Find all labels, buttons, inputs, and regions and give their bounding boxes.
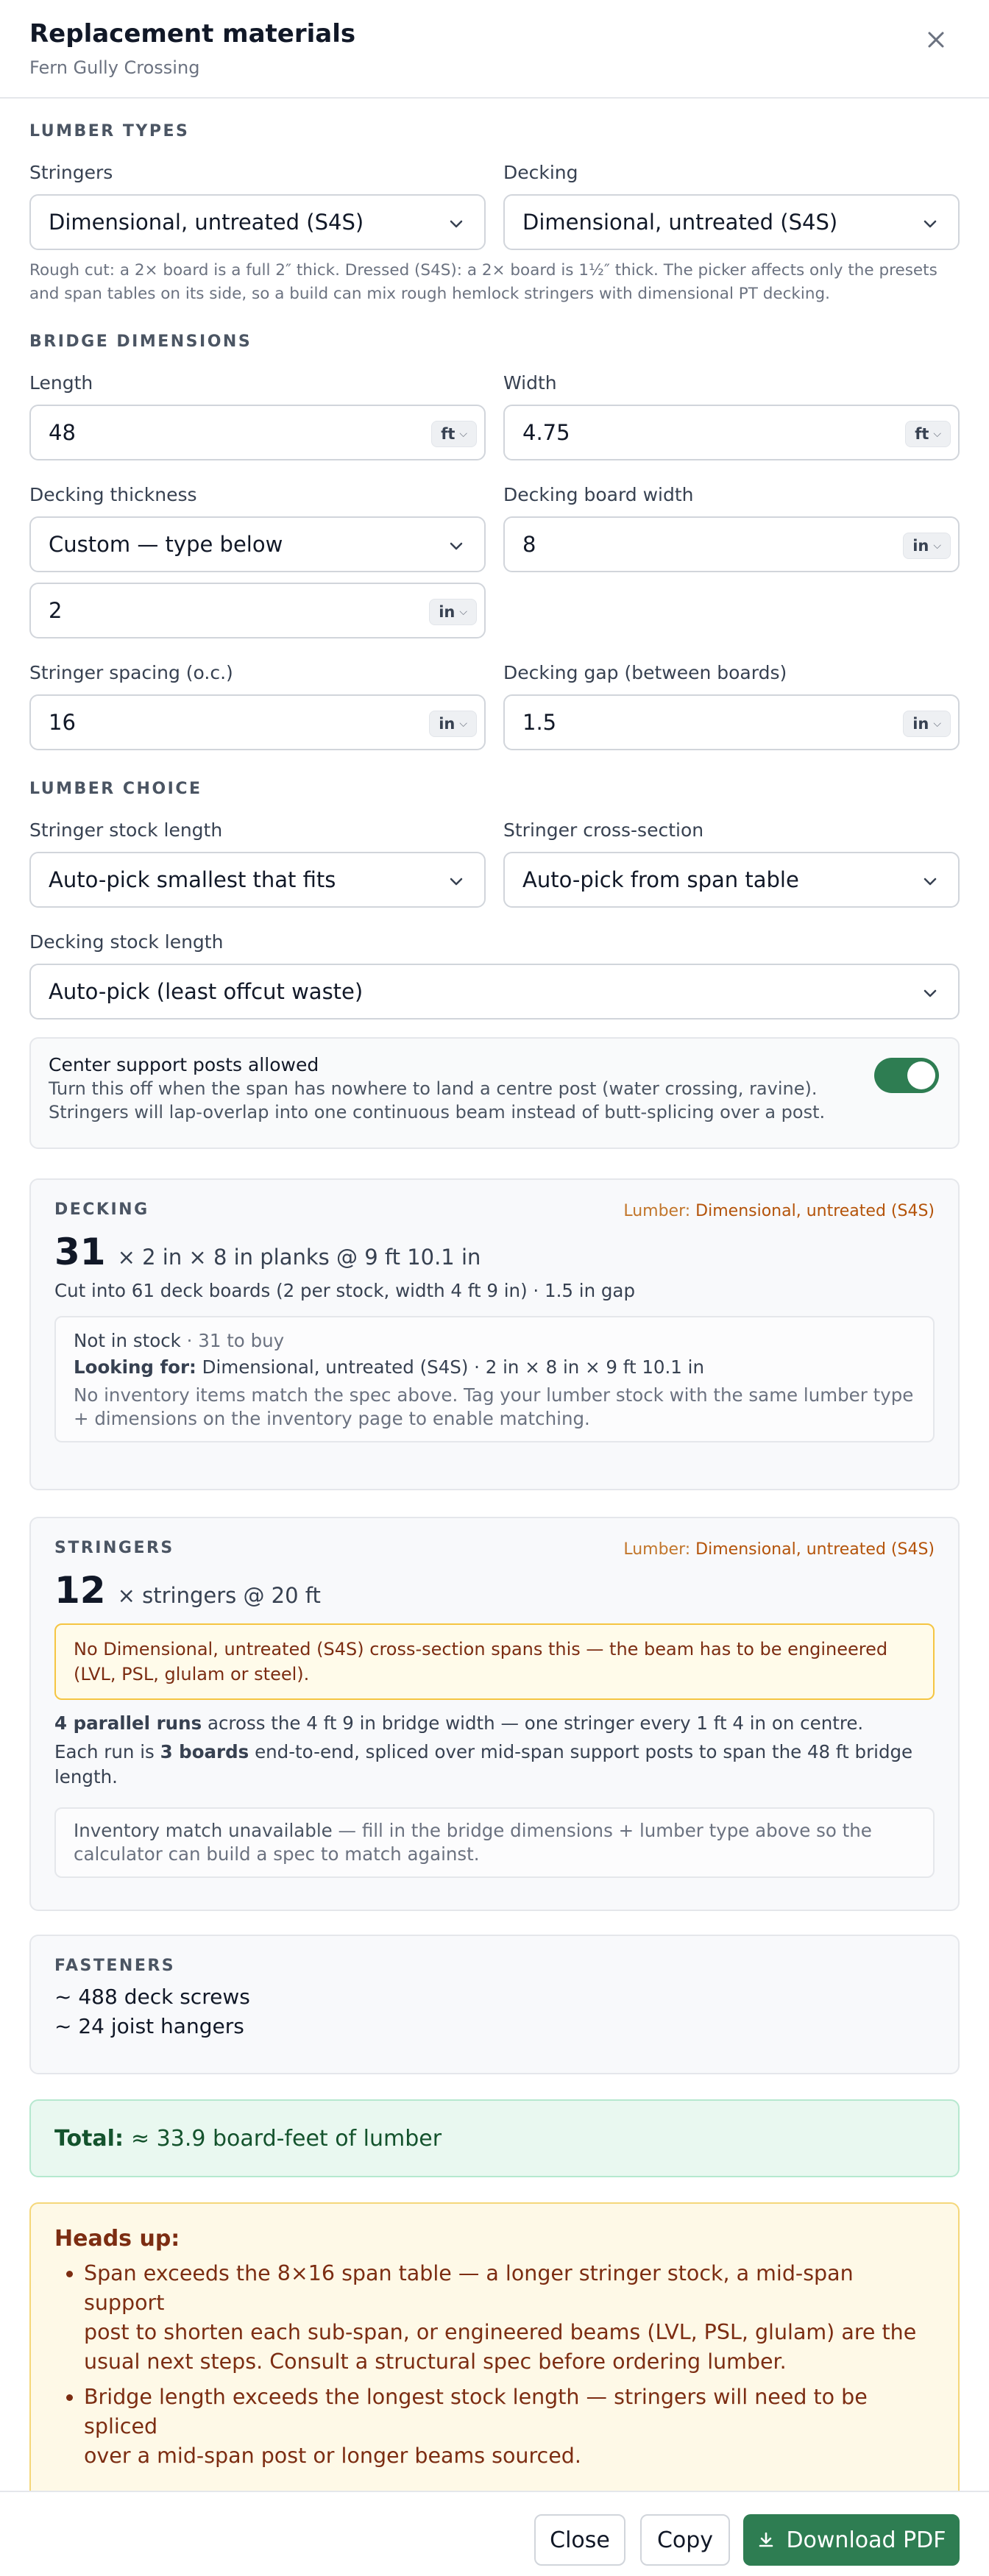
stringer-spacing-unit-select[interactable] [429,711,477,737]
chevron-down-icon: ⌵ [933,428,941,440]
decking-board-width-input[interactable] [503,516,960,572]
decking-type-value: Dimensional, untreated (S4S) [522,210,838,235]
stringers-inventory-box [54,1807,935,1878]
looking-label: Looking for: [74,1356,196,1378]
center-support-title: Center support posts allowed [49,1054,319,1075]
decking-thickness-value: Custom — type below [49,532,283,557]
decking-thickness-label: Decking thickness [29,484,197,505]
inventory-unavailable: Inventory match unavailable [74,1820,333,1841]
stringers-spec: × stringers @ 20 ft [117,1583,321,1608]
warning-line: (LVL, PSL, glulam or steel). [74,1664,310,1684]
each-run-rest: end-to-end, spliced over mid-span support posts to span the 48 ft bridge [255,1741,913,1762]
stringers-warning [54,1623,935,1700]
inventory-unavailable-note [74,1819,915,1866]
length-value: 48 [49,420,76,445]
decking-summary [54,1231,935,1273]
dialog-title: Replacement materials [29,19,356,49]
stock-status: Not in stock [74,1330,181,1351]
item-line: • Bridge length exceeds the longest stock length — stringers will need to be spliced [84,2385,868,2438]
width-unit-select[interactable] [905,421,951,447]
decking-thickness-custom-input[interactable] [29,583,486,638]
looking-for-line [74,1354,915,1381]
copy-button[interactable]: Copy [640,2514,730,2566]
inventory-rest: — fill in the bridge dimensions + lumber type above so the [338,1820,872,1841]
stringers-card [29,1517,960,1911]
chevron-down-icon [921,984,939,1002]
decking-gap-value: 1.5 [522,710,557,735]
lumber-value: Dimensional, untreated (S4S) [695,1202,935,1220]
unit-label: ft [441,425,455,443]
download-pdf-button[interactable] [743,2514,960,2566]
fastener-item: ~ 488 deck screws [54,1985,250,2009]
decking-board-width-value: 8 [522,532,536,557]
decking-gap-label: Decking gap (between boards) [503,662,787,683]
each-run-line [54,1740,935,1790]
fasteners-heading: FASTENERS [54,1957,176,1975]
decking-count: 31 [54,1231,106,1273]
width-label: Width [503,372,557,394]
dialog-footer [0,2491,989,2576]
chevron-down-icon [447,872,465,890]
unit-label: in [912,537,929,555]
each-run-row [54,1740,935,1765]
chevron-down-icon: ⌵ [933,718,941,730]
helper-line: Rough cut: a 2× board is a full 2″ thick. Dressed (S4S): a 2× board is 1½″ thick. The picker affects only the presets [29,261,937,280]
dialog-subtitle: Fern Gully Crossing [29,57,200,78]
stringer-cross-section-value: Auto-pick from span table [522,867,799,892]
length-label: Length [29,372,93,394]
stringer-stock-label: Stringer stock length [29,819,223,841]
chevron-down-icon: ⌵ [459,606,467,618]
stock-status-line [74,1328,915,1354]
download-pdf-label: Download PDF [786,2527,946,2553]
section-heading-bridge-dimensions: BRIDGE DIMENSIONS [29,332,252,351]
no-match-note [74,1384,915,1431]
decking-inventory-box [54,1316,935,1442]
decking-gap-unit-select[interactable] [903,711,951,737]
stringer-spacing-input[interactable] [29,694,486,750]
decking-thickness-select[interactable] [29,516,486,572]
length-unit-select[interactable] [431,421,477,447]
decking-card-heading: DECKING [54,1200,149,1219]
width-input[interactable] [503,405,960,460]
unit-label: in [439,715,455,733]
stock-buy: · 31 to buy [186,1330,285,1351]
lumber-prefix: Lumber: [623,1202,691,1220]
inventory-rest: calculator can build a spec to match against. [74,1843,480,1865]
stringers-summary [54,1569,935,1612]
lumber-prefix: Lumber: [623,1540,691,1559]
decking-card [29,1178,960,1490]
runs-rest: across the 4 ft 9 in bridge width — one stringer every 1 ft 4 in on centre. [207,1712,864,1734]
item-line: over a mid-span post or longer beams sourced. [84,2444,581,2468]
decking-thickness-custom-value: 2 [49,598,63,623]
item-line: • Span exceeds the 8×16 span table — a longer stringer stock, a mid-span support [84,2261,854,2315]
center-support-card [29,1037,960,1149]
heads-up-title: Heads up: [54,2226,180,2252]
decking-thickness-unit-select[interactable] [429,599,477,625]
helper-line: and span tables on its side, so a build can mix rough hemlock stringers with dimensional PT decking. [29,285,830,303]
heads-up-item [84,2383,935,2471]
each-run-prefix: Each run is [54,1741,155,1762]
lumber-type-helper [29,259,960,306]
toggle-knob [907,1061,935,1089]
stringers-type-select[interactable] [29,194,486,250]
fastener-item: ~ 24 joist hangers [54,2014,244,2038]
decking-lumber-note [623,1202,935,1220]
chevron-down-icon: ⌵ [459,718,467,730]
note-line: No inventory items match the spec above. Tag your lumber stock with the same lumber type [74,1384,914,1406]
fasteners-list [54,1982,935,2041]
decking-board-width-unit-select[interactable] [903,533,951,559]
section-heading-lumber-types: LUMBER TYPES [29,122,190,140]
close-icon[interactable] [923,26,949,53]
stringers-card-heading: STRINGERS [54,1539,174,1557]
stringers-type-label: Stringers [29,162,113,183]
warning-line: No Dimensional, untreated (S4S) cross-section spans this — the beam has to be engineered [74,1639,888,1659]
looking-value: Dimensional, untreated (S4S) · 2 in × 8 in × 9 ft 10.1 in [202,1356,705,1378]
total-value: ≈ 33.9 board-feet of lumber [130,2125,442,2152]
fasteners-card [29,1935,960,2074]
width-value: 4.75 [522,420,570,445]
each-run-bold: 3 boards [160,1741,249,1762]
chevron-down-icon [447,215,465,232]
heads-up-box [29,2202,960,2500]
length-input[interactable] [29,405,486,460]
desc-line: Stringers will lap-overlap into one continuous beam instead of butt-splicing over a post. [49,1102,826,1122]
total-bar [29,2099,960,2177]
chevron-down-icon [921,215,939,232]
decking-board-width-label: Decking board width [503,484,694,505]
chevron-down-icon: ⌵ [933,540,941,552]
stringer-cross-section-label: Stringer cross-section [503,819,704,841]
item-line: post to shorten each sub-span, or engineered beams (LVL, PSL, glulam) are the [84,2320,917,2344]
unit-label: in [439,603,455,621]
chevron-down-icon [921,872,939,890]
decking-stock-label: Decking stock length [29,931,224,953]
note-line: + dimensions on the inventory page to enable matching. [74,1408,590,1429]
stringers-count: 12 [54,1569,106,1612]
unit-label: in [912,715,929,733]
decking-type-label: Decking [503,162,578,183]
total-label: Total: [54,2125,124,2152]
heads-up-list [54,2259,935,2471]
each-run-rest: length. [54,1766,118,1787]
decking-stock-select[interactable] [29,964,960,1020]
decking-type-select[interactable] [503,194,960,250]
download-icon [756,2530,776,2550]
heads-up-item [84,2259,935,2377]
decking-cut-line: Cut into 61 deck boards (2 per stock, width 4 ft 9 in) · 1.5 in gap [54,1280,636,1301]
dialog-body [0,122,989,2500]
desc-line: Turn this off when the span has nowhere to land a centre post (water crossing, ravine). [49,1078,818,1099]
dialog-header [0,0,989,99]
stringer-spacing-label: Stringer spacing (o.c.) [29,662,233,683]
runs-bold: 4 parallel runs [54,1712,202,1734]
stringer-spacing-value: 16 [49,710,76,735]
parallel-runs-line [54,1710,935,1737]
chevron-down-icon [447,537,465,555]
inventory-note-row [74,1819,915,1843]
stringer-cross-section-select[interactable] [503,852,960,908]
stringer-stock-select[interactable] [29,852,486,908]
decking-stock-value: Auto-pick (least offcut waste) [49,979,364,1004]
stringers-type-value: Dimensional, untreated (S4S) [49,210,364,235]
stringers-lumber-note [623,1540,935,1559]
center-support-desc [49,1077,873,1124]
unit-label: ft [915,425,929,443]
section-heading-lumber-choice: LUMBER CHOICE [29,780,202,798]
stringer-stock-value: Auto-pick smallest that fits [49,867,336,892]
lumber-value: Dimensional, untreated (S4S) [695,1540,935,1559]
center-support-toggle[interactable] [874,1058,939,1093]
item-line: usual next steps. Consult a structural spec before ordering lumber. [84,2349,787,2374]
decking-spec: × 2 in × 8 in planks @ 9 ft 10.1 in [117,1245,481,1270]
decking-gap-input[interactable] [503,694,960,750]
close-button[interactable]: Close [534,2514,625,2566]
chevron-down-icon: ⌵ [459,428,467,440]
